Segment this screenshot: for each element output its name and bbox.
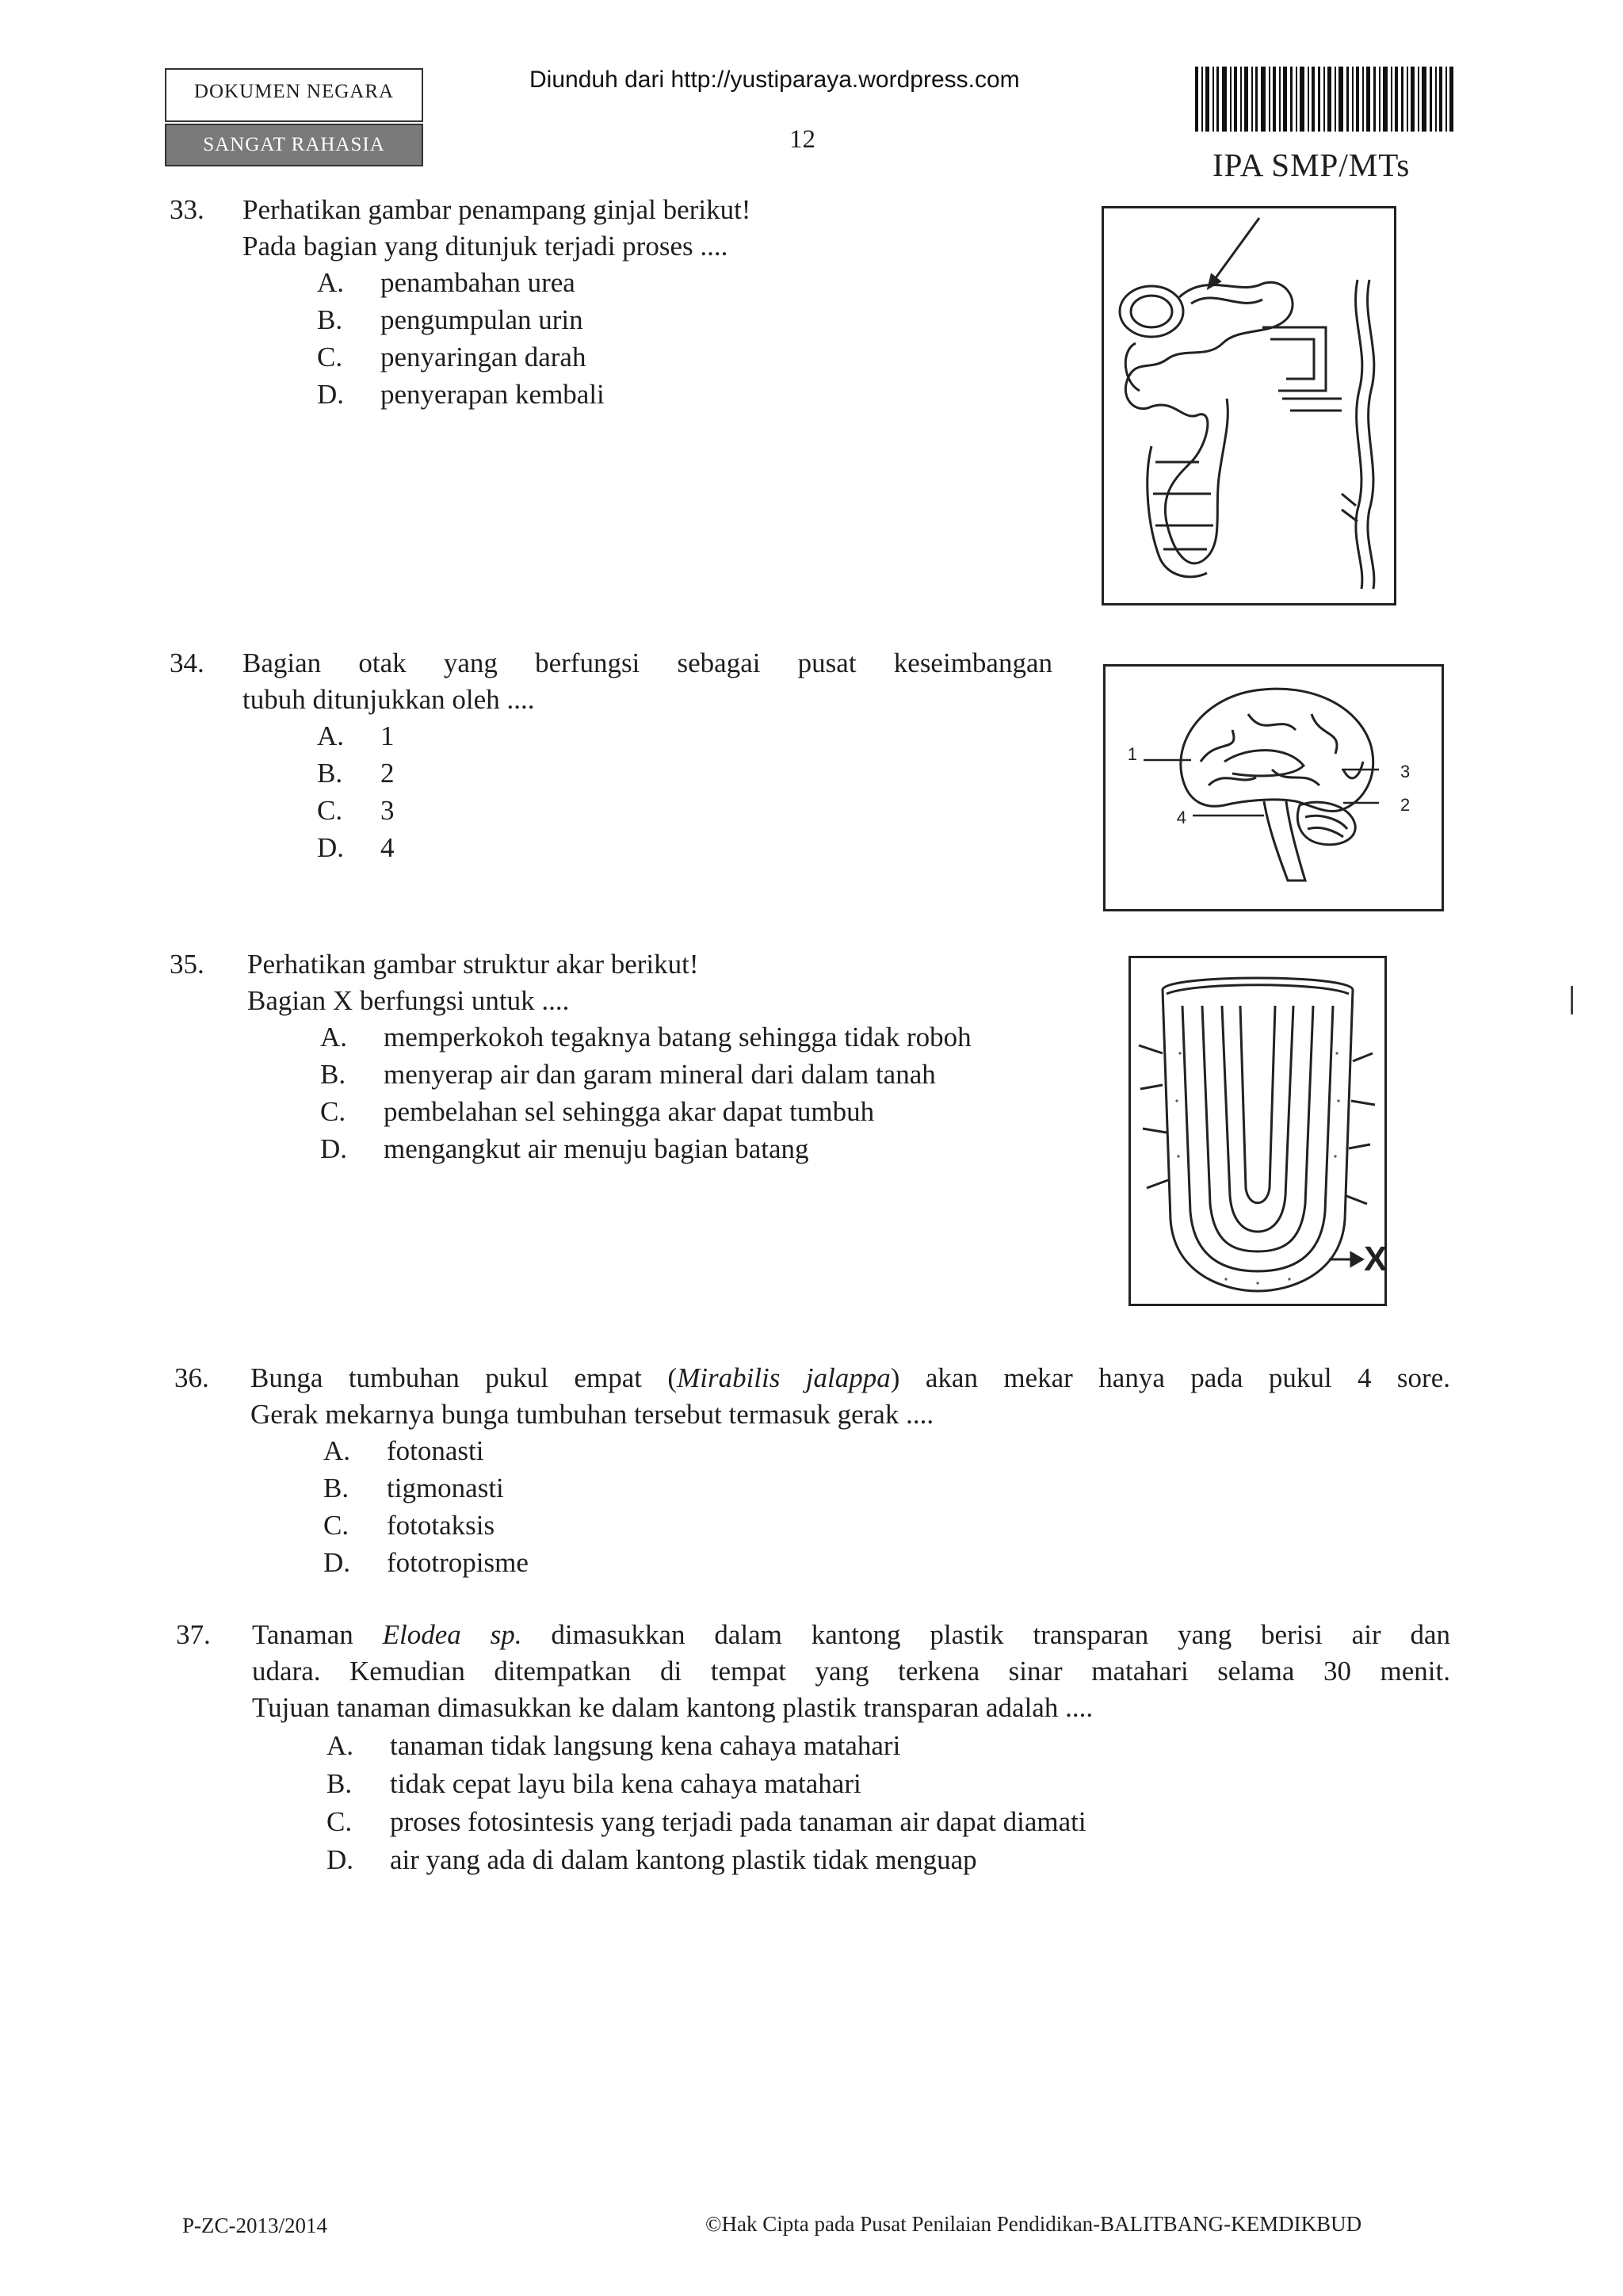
page-number: 12 [789,125,815,154]
question-number: 36. [174,1362,209,1393]
option-text: air yang ada di dalam kantong plastik tidak menguap [390,1844,977,1875]
option-letter: B. [317,304,343,335]
option-text: 4 [380,832,395,863]
option-letter: A. [317,267,345,298]
option-c[interactable] [327,1804,1086,1840]
option-letter: C. [327,1806,353,1837]
option-d[interactable] [320,1131,809,1167]
option-text: tidak cepat layu bila kena cahaya matahari [390,1768,861,1799]
secret-label: SANGAT RAHASIA [203,134,385,155]
option-c[interactable] [317,793,395,829]
option-text: memperkokoh tegaknya batang sehingga tidak roboh [384,1022,972,1052]
option-c[interactable] [317,339,586,376]
option-b[interactable] [317,302,583,338]
stem-text: ) akan mekar hanya pada pukul 4 sore. [890,1362,1450,1393]
doc-label-box [165,68,423,122]
option-text: penambahan urea [380,267,575,298]
option-letter: D. [327,1844,354,1875]
option-text: pembelahan sel sehingga akar dapat tumbuh [384,1096,875,1127]
question-stem-line [252,1617,1450,1653]
option-text: proses fotosintesis yang terjadi pada tanaman air dapat diamati [390,1806,1086,1837]
kidney-nephron-figure [1102,206,1396,606]
option-text: pengumpulan urin [380,304,583,335]
brain-label-2: 2 [1400,795,1411,815]
option-b[interactable] [327,1766,861,1802]
option-text: 3 [380,795,395,826]
option-letter: D. [317,832,345,863]
brain-label-1: 1 [1127,744,1137,764]
option-letter: A. [327,1730,354,1761]
root-drawing [1131,958,1388,1304]
nephron-drawing [1104,208,1394,603]
option-letter: B. [327,1768,353,1799]
root-structure-figure [1128,956,1387,1306]
question-stem-line: Perhatikan gambar penampang ginjal berikut! [242,194,751,225]
footer-code: P-ZC-2013/2014 [182,2214,328,2237]
option-letter: B. [323,1473,349,1503]
option-letter: C. [320,1096,346,1127]
stem-text: Tanaman [252,1619,383,1650]
option-a[interactable] [317,718,395,755]
question-number: 34. [170,648,204,678]
question-stem-line: Bagian otak yang berfungsi sebagai pusat keseimbangan [242,648,1052,678]
option-b[interactable] [317,755,395,792]
option-letter: C. [317,795,343,826]
brain-figure [1103,664,1444,911]
question-stem-line: Bagian X berfungsi untuk .... [247,985,570,1016]
question-number: 33. [170,194,204,225]
question-number: 37. [176,1619,211,1650]
option-letter: B. [320,1059,346,1090]
question-stem-line: Gerak mekarnya bunga tumbuhan tersebut termasuk gerak .... [250,1399,934,1430]
option-d[interactable] [327,1842,977,1878]
option-a[interactable] [320,1019,972,1056]
option-letter: C. [317,342,343,372]
option-text: fototaksis [387,1510,495,1541]
subject-label: IPA SMP/MTs [1212,147,1411,183]
option-d[interactable] [317,830,395,866]
option-d[interactable] [317,376,605,413]
secret-label-box [165,124,423,166]
option-text: menyerap air dan garam mineral dari dalam tanah [384,1059,936,1090]
option-a[interactable] [327,1728,900,1764]
option-text: mengangkut air menuju bagian batang [384,1133,809,1164]
species-name: Elodea sp. [382,1619,522,1650]
option-text: penyerapan kembali [380,379,605,410]
question-stem-line: udara. Kemudian ditempatkan di tempat yang terkena sinar matahari selama 30 menit. [252,1656,1450,1687]
question-number: 35. [170,949,204,980]
option-a[interactable] [323,1433,483,1469]
brain-drawing [1106,667,1442,909]
question-stem-line [250,1360,1450,1396]
option-text: tigmonasti [387,1473,504,1503]
option-letter: B. [317,758,343,789]
barcode [1195,67,1457,132]
barcode-svg [1195,67,1457,132]
option-letter: D. [317,379,345,410]
option-letter: A. [323,1435,351,1466]
footer-copyright: ©Hak Cipta pada Pusat Penilaian Pendidikan-BALITBANG-KEMDIKBUD [705,2212,1362,2236]
option-c[interactable] [320,1094,874,1130]
brain-label-3: 3 [1400,762,1411,781]
species-name: Mirabilis jalappa [677,1362,891,1393]
option-letter: D. [323,1547,351,1578]
option-text: 2 [380,758,395,789]
brain-label-4: 4 [1176,808,1186,827]
option-letter: A. [320,1022,348,1052]
option-letter: C. [323,1510,349,1541]
option-text: 1 [380,720,395,751]
option-letter: D. [320,1133,348,1164]
option-text: tanaman tidak langsung kena cahaya matahari [390,1730,901,1761]
root-label-x: X [1364,1240,1388,1278]
option-text: penyaringan darah [380,342,586,372]
option-text: fototropisme [387,1547,529,1578]
option-b[interactable] [323,1470,504,1507]
question-stem-line: Pada bagian yang ditunjuk terjadi proses .... [242,231,728,262]
option-a[interactable] [317,265,575,301]
option-c[interactable] [323,1507,495,1544]
question-stem-line: tubuh ditunjukkan oleh .... [242,684,535,715]
question-stem-line: Perhatikan gambar struktur akar berikut! [247,949,699,980]
option-d[interactable] [323,1545,529,1581]
option-letter: A. [317,720,345,751]
scan-mark [1571,986,1573,1014]
option-text: fotonasti [387,1435,484,1466]
option-b[interactable] [320,1056,936,1093]
source-url: Diunduh dari http://yustiparaya.wordpress.com [529,67,1020,93]
stem-text: Bunga tumbuhan pukul empat ( [250,1362,678,1393]
stem-text: dimasukkan dalam kantong plastik transparan yang berisi air dan [521,1619,1450,1650]
question-stem-line: Tujuan tanaman dimasukkan ke dalam kantong plastik transparan adalah .... [252,1692,1094,1723]
doc-label: DOKUMEN NEGARA [193,81,395,102]
